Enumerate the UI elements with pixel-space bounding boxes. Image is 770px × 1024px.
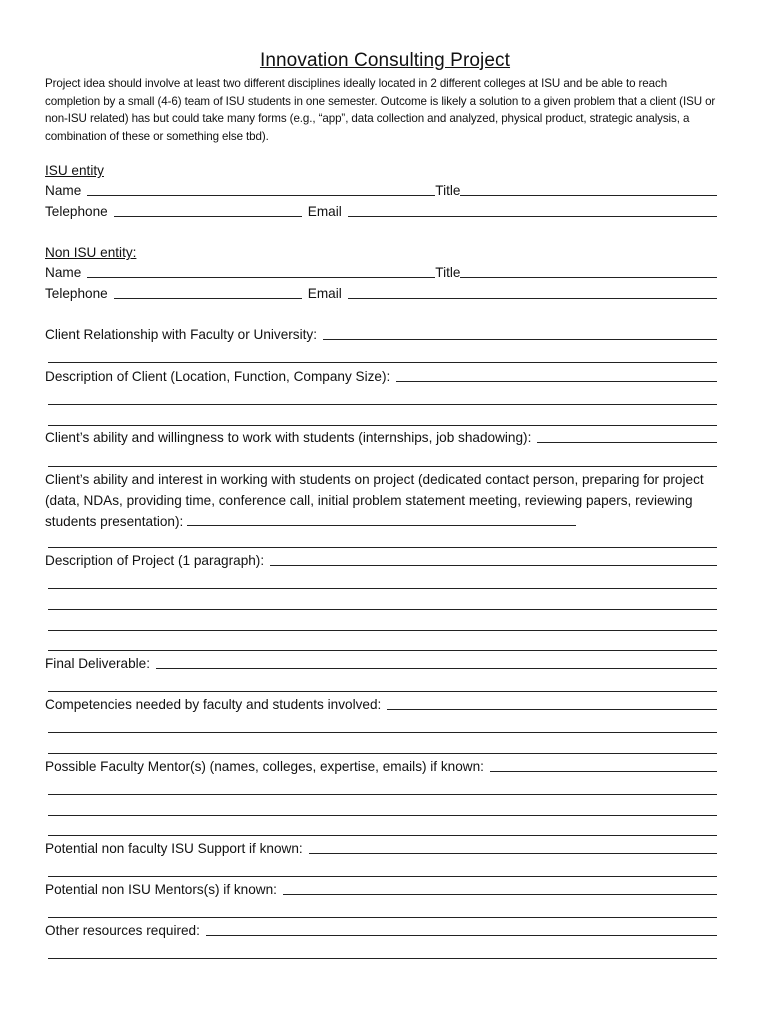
description-of-client-line-2[interactable]	[48, 404, 717, 405]
non-faculty-support-line-2[interactable]	[48, 876, 717, 877]
final-deliverable-row	[45, 653, 717, 673]
competencies-label: Competencies needed by faculty and students involved:	[45, 697, 382, 712]
non-isu-email-field[interactable]	[348, 298, 717, 299]
faculty-mentors-line-2[interactable]	[48, 794, 717, 795]
form-intro: Project idea should involve at least two different disciplines ideally located in 2 different colleges at ISU and be able to reach completion by a small (4-6) team of ISU students in one semester. Outcome is likely a solution to a given problem that a client (ISU or non-ISU related) has but could take many forms (e.g., “app”, data collection and analyzed, physical product, strategic analysis, a combination of these or something else tbd).	[45, 77, 716, 143]
client-interest-question	[45, 469, 717, 532]
non-isu-telephone-label: Telephone	[45, 286, 108, 301]
isu-email-label: Email	[307, 204, 342, 219]
client-willingness-row	[45, 427, 717, 447]
isu-name-field[interactable]	[87, 195, 435, 196]
non-isu-title-label: Title	[435, 265, 461, 280]
competencies-row	[45, 694, 717, 714]
other-resources-label: Other resources required:	[45, 923, 200, 938]
isu-telephone-label: Telephone	[45, 204, 108, 219]
client-relationship-row	[45, 324, 717, 344]
client-interest-field[interactable]	[187, 525, 576, 526]
client-willingness-field[interactable]	[537, 442, 717, 443]
client-relationship-field[interactable]	[323, 339, 717, 340]
isu-name-title-row	[45, 180, 717, 200]
description-of-client-label: Description of Client (Location, Function, Company Size):	[45, 369, 391, 384]
faculty-mentors-line-3[interactable]	[48, 815, 717, 816]
description-of-project-line-5[interactable]	[48, 650, 717, 651]
client-willingness-line-2[interactable]	[48, 466, 717, 467]
client-relationship-line-2[interactable]	[48, 362, 717, 363]
isu-phone-email-row	[45, 201, 717, 221]
description-of-project-label: Description of Project (1 paragraph):	[45, 553, 265, 568]
non-isu-mentors-field[interactable]	[283, 894, 717, 895]
non-isu-name-field[interactable]	[87, 277, 435, 278]
description-of-project-line-3[interactable]	[48, 609, 717, 610]
non-isu-phone-email-row	[45, 283, 717, 303]
final-deliverable-field[interactable]	[156, 668, 717, 669]
non-faculty-support-label: Potential non faculty ISU Support if known:	[45, 841, 303, 856]
competencies-line-3[interactable]	[48, 753, 717, 754]
non-isu-mentors-line-2[interactable]	[48, 917, 717, 918]
non-isu-entity-heading: Non ISU entity:	[45, 245, 137, 260]
client-interest-label: Client’s ability and interest in working with students on project (dedicated contact person, preparing for project (data, NDAs, providing time, conference call, initial problem statement meeting, reviewing papers, reviewing students presentation):	[45, 472, 704, 529]
description-of-project-field[interactable]	[270, 565, 717, 566]
client-relationship-label: Client Relationship with Faculty or University:	[45, 327, 317, 342]
non-isu-title-field[interactable]	[460, 277, 717, 278]
description-of-project-row	[45, 550, 717, 570]
isu-telephone-field[interactable]	[114, 216, 302, 217]
faculty-mentors-line-4[interactable]	[48, 835, 717, 836]
form-title: Innovation Consulting Project	[259, 50, 511, 71]
competencies-field[interactable]	[387, 709, 717, 710]
non-isu-mentors-label: Potential non ISU Mentors(s) if known:	[45, 882, 277, 897]
faculty-mentors-label: Possible Faculty Mentor(s) (names, colleges, expertise, emails) if known:	[45, 759, 484, 774]
description-of-project-line-2[interactable]	[48, 588, 717, 589]
final-deliverable-label: Final Deliverable:	[45, 656, 151, 671]
other-resources-line-2[interactable]	[48, 958, 717, 959]
non-faculty-support-field[interactable]	[309, 853, 717, 854]
non-isu-name-label: Name	[45, 265, 82, 280]
non-isu-telephone-field[interactable]	[114, 298, 302, 299]
non-isu-email-label: Email	[307, 286, 342, 301]
non-isu-name-title-row	[45, 262, 717, 282]
description-of-client-field[interactable]	[396, 381, 717, 382]
client-willingness-label: Client’s ability and willingness to work with students (internships, job shadowing):	[45, 430, 532, 445]
description-of-client-row	[45, 366, 717, 386]
isu-name-label: Name	[45, 183, 82, 198]
isu-title-label: Title	[435, 183, 461, 198]
other-resources-field[interactable]	[206, 935, 717, 936]
faculty-mentors-row	[45, 756, 717, 776]
non-faculty-support-row	[45, 838, 717, 858]
client-interest-line-2[interactable]	[48, 547, 717, 548]
description-of-project-line-4[interactable]	[48, 630, 717, 631]
faculty-mentors-field[interactable]	[490, 771, 717, 772]
competencies-line-2[interactable]	[48, 732, 717, 733]
description-of-client-line-3[interactable]	[48, 425, 717, 426]
non-isu-mentors-row	[45, 879, 717, 899]
isu-title-field[interactable]	[460, 195, 717, 196]
other-resources-row	[45, 920, 717, 940]
isu-email-field[interactable]	[348, 216, 717, 217]
isu-entity-heading: ISU entity	[45, 163, 104, 178]
final-deliverable-line-2[interactable]	[48, 691, 717, 692]
